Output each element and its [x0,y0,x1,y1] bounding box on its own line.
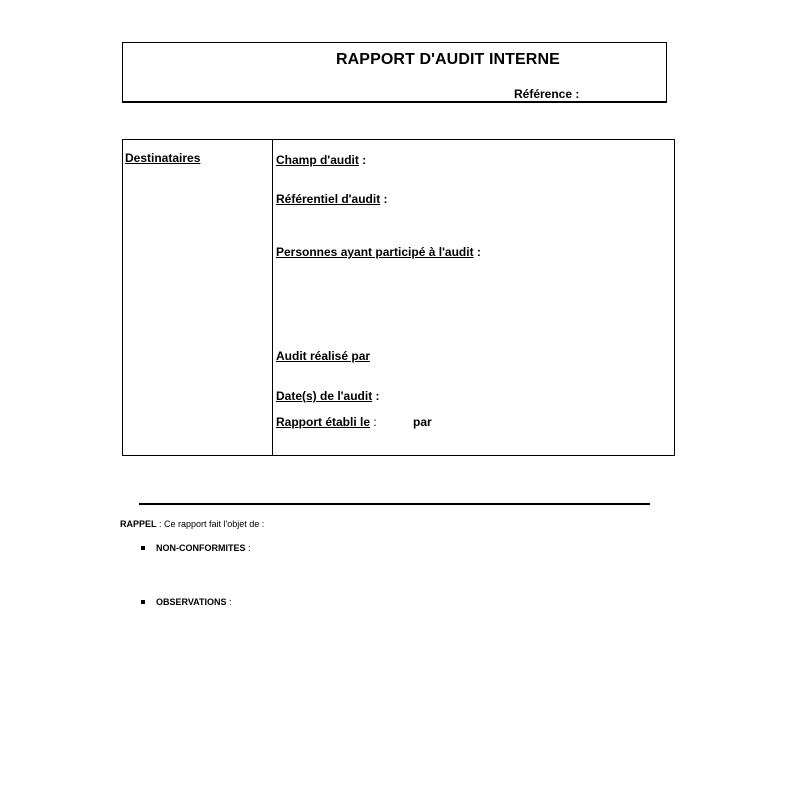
recipients-label: Destinataires [125,151,201,165]
participants-label: Personnes ayant participé à l'audit : [276,245,481,259]
report-title: RAPPORT D'AUDIT INTERNE [336,51,560,68]
audit-performed-by-label: Audit réalisé par [276,349,371,363]
reference-label: Référence : [514,87,580,101]
bullet-square-icon [141,546,145,550]
report-header-box [122,42,667,103]
reminder-line: RAPPEL : Ce rapport fait l'objet de : [120,519,265,529]
non-conformities-item: NON-CONFORMITES : [141,543,251,553]
audit-info-table [122,139,675,456]
report-established-label: Rapport établi le : [276,415,377,429]
audit-standard-label: Référentiel d'audit : [276,192,388,206]
audit-dates-label: Date(s) de l'audit : [276,389,380,403]
table-column-divider [272,140,273,455]
bullet-square-icon [141,600,145,604]
section-separator [139,503,650,505]
audit-scope-label: Champ d'audit : [276,153,367,167]
observations-item: OBSERVATIONS : [141,597,232,607]
report-by-label: par [413,415,432,429]
